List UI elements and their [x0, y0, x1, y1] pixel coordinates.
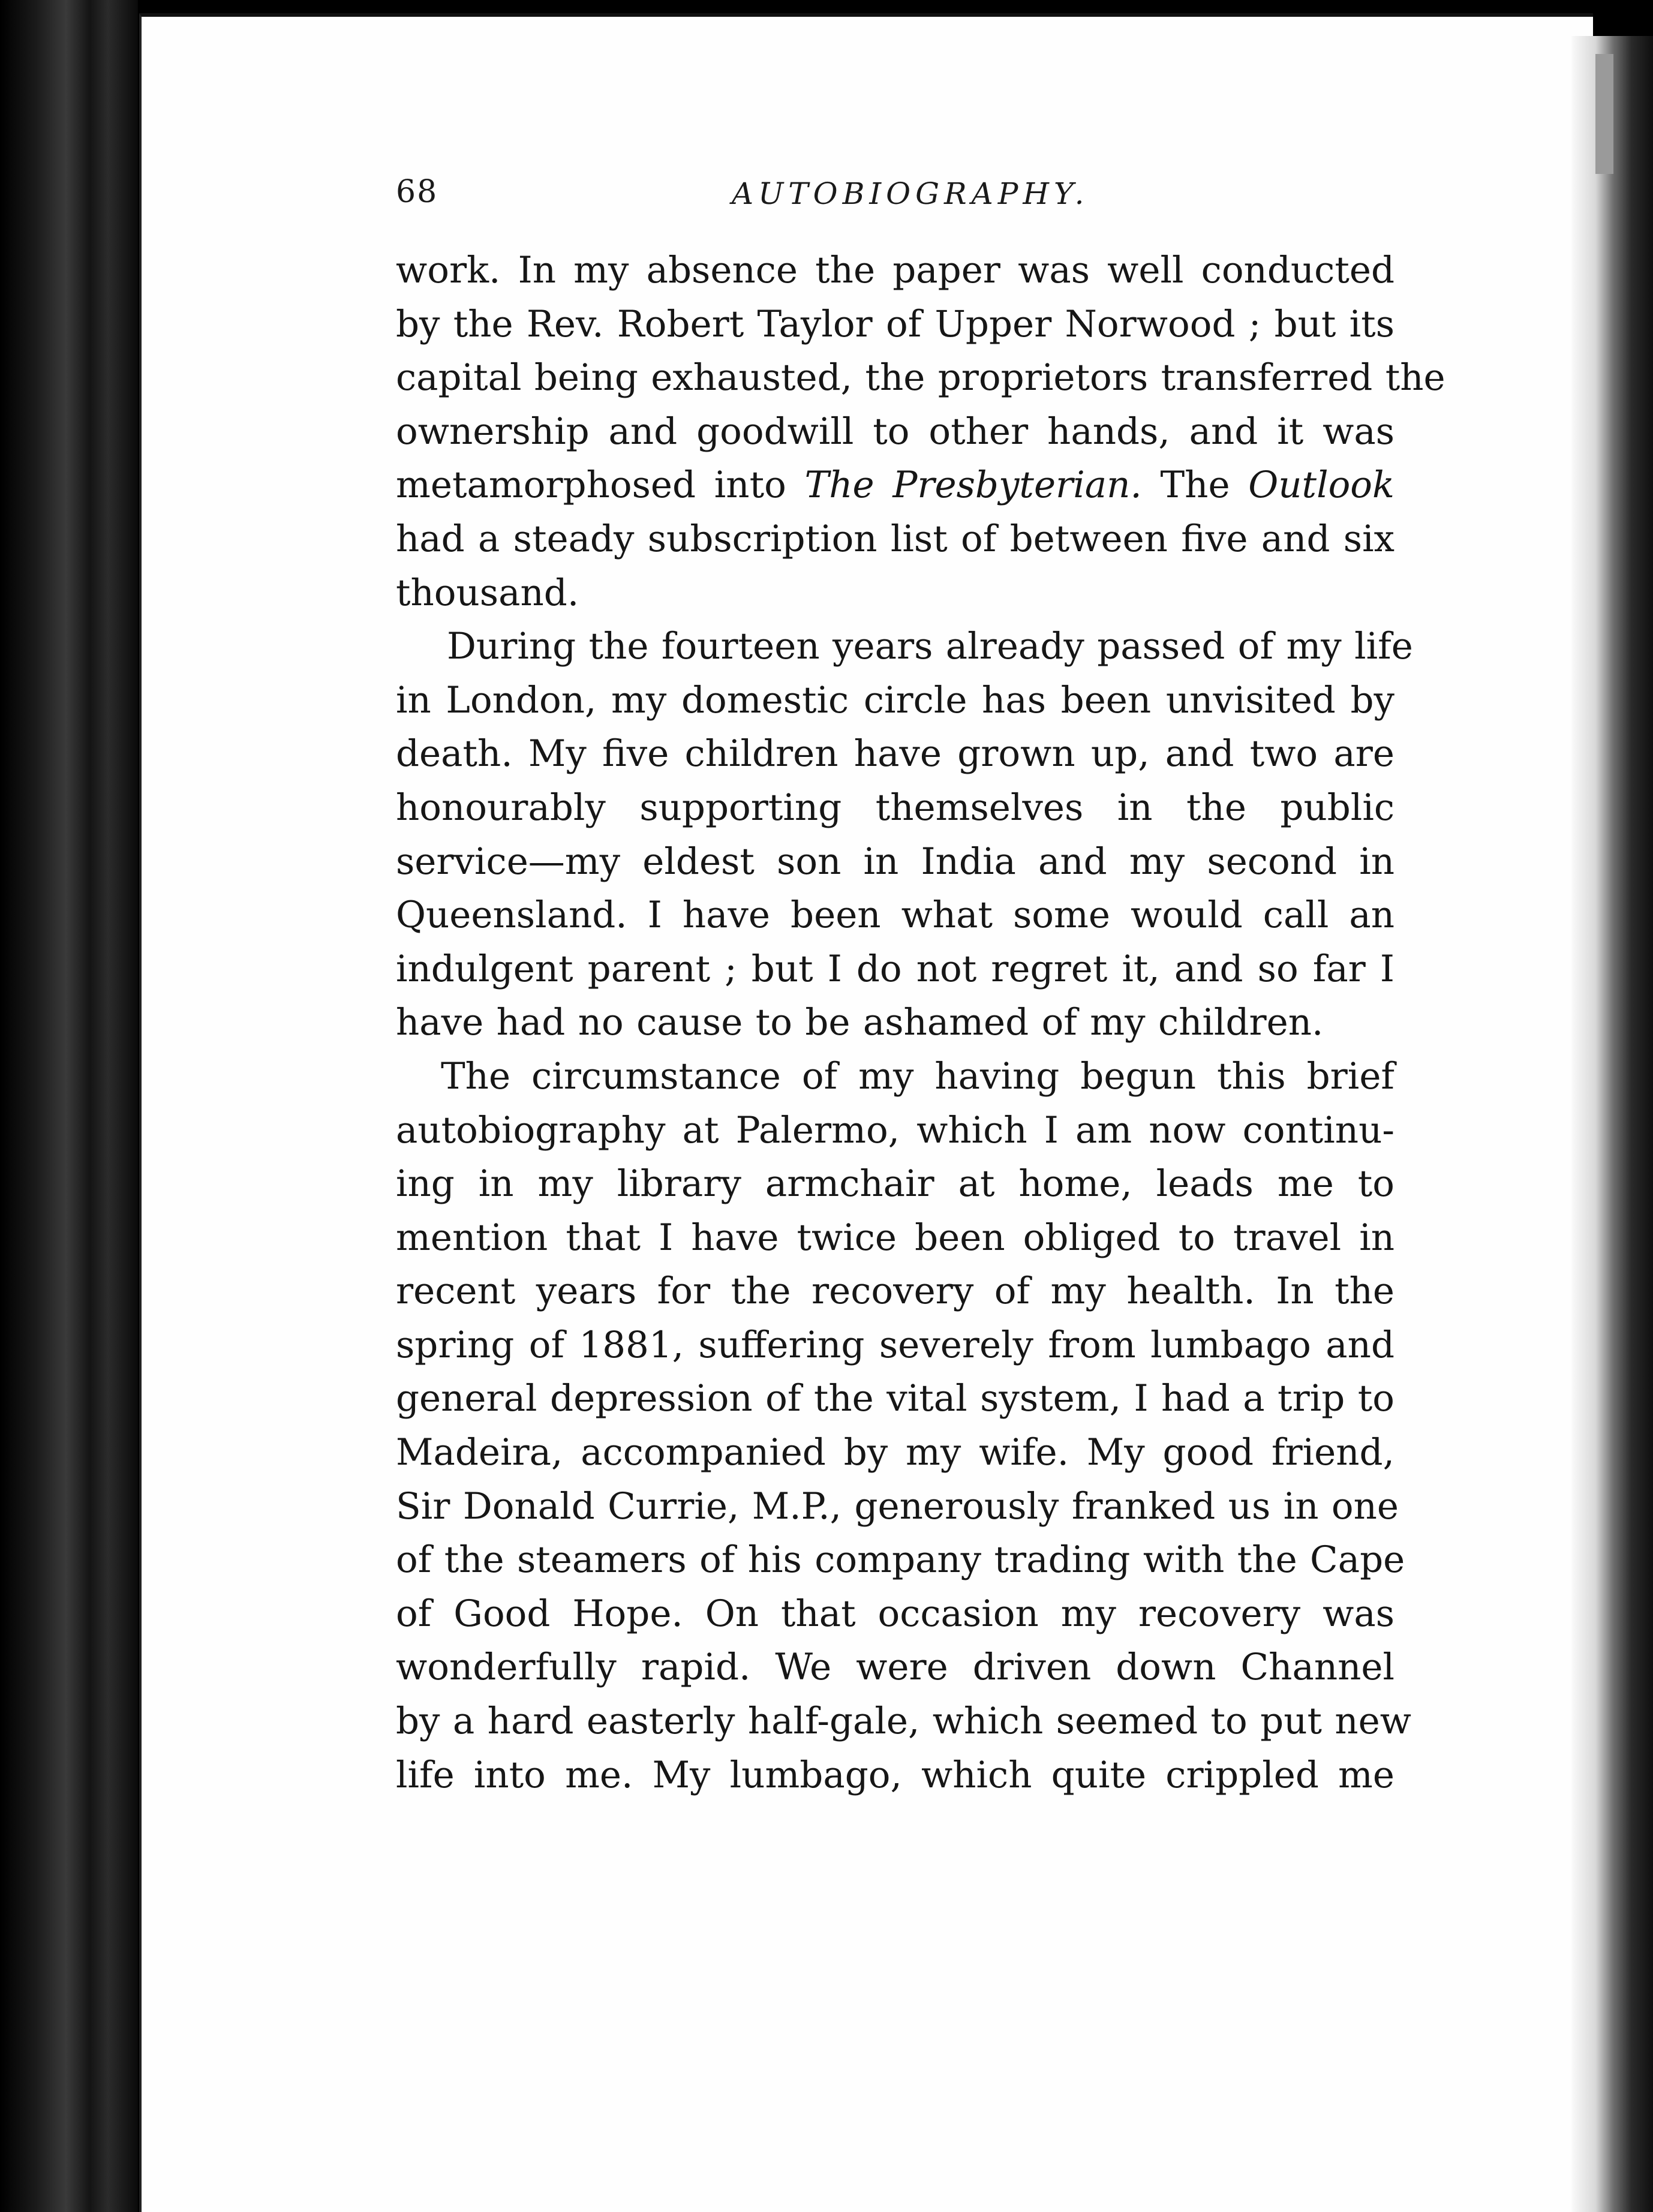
text-line: autobiography at Palermo, which I am now continu-: [396, 1108, 1394, 1152]
italic-title: The Presbyterian.: [804, 464, 1142, 507]
text-line: work. In my absence the paper was well conducted: [396, 249, 1394, 291]
text-line: Queensland. I have been what some would call an: [396, 894, 1394, 937]
next-page-edge: [1571, 36, 1653, 2212]
text-line: have had no cause to be ashamed of my children.: [396, 1001, 1324, 1044]
text-line: indulgent parent ; but I do not regret it, and so far I: [396, 947, 1394, 990]
text-line: by the Rev. Robert Taylor of Upper Norwood ; but its: [396, 302, 1394, 345]
text-line: The circumstance of my having begun this brief: [441, 1054, 1394, 1098]
text-span: The: [1141, 464, 1249, 507]
running-title: AUTOBIOGRAPHY.: [732, 176, 1089, 211]
text-line: in London, my domestic circle has been unvisited by: [396, 678, 1394, 722]
text-line: mention that I have twice been obliged to travel in: [396, 1216, 1394, 1259]
text-line: [396, 458, 1394, 512]
body-text: [396, 244, 1445, 1802]
text-line: ing in my library armchair at home, leads me to: [396, 1162, 1394, 1206]
text-line: by a hard easterly half-gale, which seemed to put new: [396, 1700, 1411, 1743]
text-line: general depression of the vital system, I had a trip to: [396, 1377, 1394, 1420]
paragraph: [396, 244, 1445, 620]
text-line: had a steady subscription list of between five and six: [396, 517, 1394, 560]
book-spine: [0, 0, 138, 2212]
page-header: [396, 174, 1415, 222]
text-span: metamorphosed into: [396, 464, 805, 507]
paragraph: [396, 620, 1413, 1050]
text-line: service—my eldest son in India and my second in: [396, 840, 1394, 883]
text-line: spring of 1881, suffering severely from lumbago and: [396, 1323, 1394, 1366]
text-line: capital being exhausted, the proprietors transferred the: [396, 356, 1445, 399]
text-line: wonderfully rapid. We were driven down Channel: [396, 1646, 1394, 1689]
text-line: Madeira, accompanied by my wife. My good friend,: [396, 1431, 1394, 1474]
text-line: Sir Donald Currie, M.P., generously franked us in one: [396, 1484, 1399, 1528]
text-line: ownership and goodwill to other hands, and it was: [396, 410, 1394, 453]
text-line: During the fourteen years already passed of my life: [447, 625, 1413, 668]
text-line: of the steamers of his company trading with the Cape: [396, 1538, 1405, 1582]
italic-title: Outlook: [1248, 464, 1394, 507]
text-line: thousand.: [396, 571, 579, 614]
page-number: 68: [396, 174, 438, 210]
text-line: of Good Hope. On that occasion my recovery was: [396, 1592, 1394, 1635]
paragraph: [396, 1050, 1411, 1802]
text-line: recent years for the recovery of my health. In the: [396, 1270, 1394, 1313]
text-line: death. My five children have grown up, and two are: [396, 732, 1394, 776]
text-line: life into me. My lumbago, which quite crippled me: [396, 1753, 1394, 1796]
text-line: honourably supporting themselves in the public: [396, 786, 1394, 829]
